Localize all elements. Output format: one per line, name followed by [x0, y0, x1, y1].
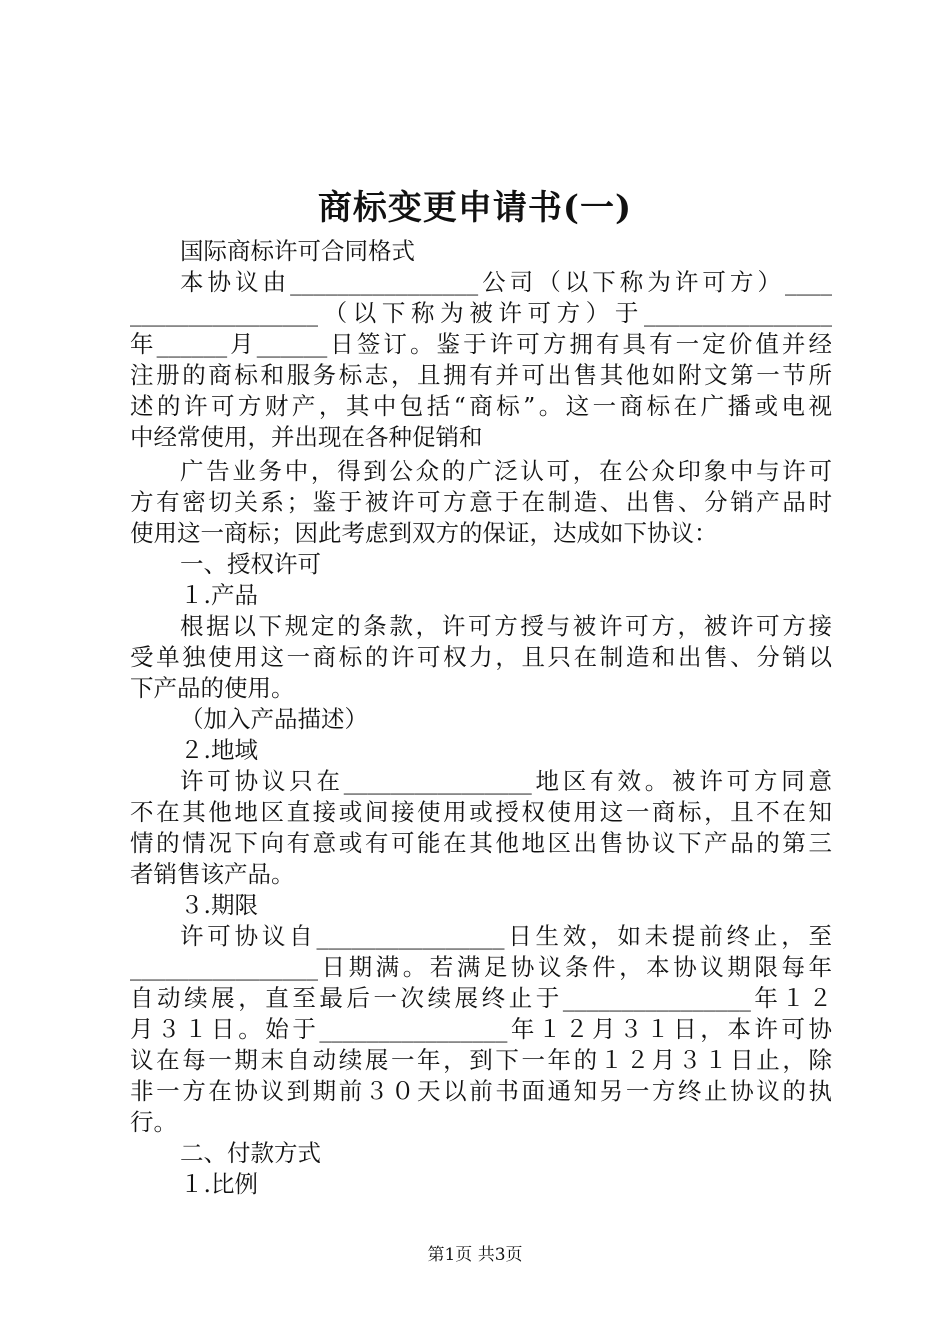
body-line: 不在其他地区直接或间接使用或授权使用这一商标，且不在知 [130, 798, 832, 826]
body-line: 行。 [130, 1108, 177, 1136]
document-title: 商标变更申请书(一) [317, 188, 633, 228]
body-line: 使用这一商标；因此考虑到双方的保证，达成如下协议： [130, 519, 718, 547]
body-line: 情的情况下向有意或有可能在其他地区出售协议下产品的第三 [130, 829, 832, 857]
document-body [130, 236, 832, 1200]
body-line: 国际商标许可合同格式 [180, 237, 415, 265]
body-line: 广告业务中，得到公众的广泛认可，在公众印象中与许可 [180, 457, 832, 485]
body-line: 中经常使用，并出现在各种促销和 [130, 423, 483, 451]
body-line: 非一方在协议到期前３０天以前书面通知另一方终止协议的执 [130, 1077, 832, 1105]
body-line: 根据以下规定的条款，许可方授与被许可方，被许可方接 [180, 612, 832, 640]
body-line: 许可协议自________________日生效，如未提前终止，至 [180, 922, 832, 950]
body-line: 自动续展，直至最后一次续展终止于________________年１２ [130, 984, 832, 1012]
body-line: 方有密切关系；鉴于被许可方意于在制造、出售、分销产品时 [130, 488, 832, 516]
body-line: 年______月______日签订。鉴于许可方拥有具有一定价值并经 [130, 330, 832, 358]
body-line: ________________（以下称为被许可方）于________________ [130, 299, 832, 327]
body-line: 二、付款方式 [180, 1139, 321, 1167]
body-line: 下产品的使用。 [130, 674, 295, 702]
body-line: ３.期限 [180, 891, 258, 919]
body-line: 述的许可方财产，其中包括“商标”。这一商标在广播或电视 [130, 392, 832, 420]
body-line: 许可协议只在________________地区有效。被许可方同意 [180, 767, 832, 795]
body-line: １.产品 [180, 581, 258, 609]
body-line: ２.地域 [180, 736, 258, 764]
body-line: １.比例 [180, 1170, 258, 1198]
body-line: （加入产品描述） [180, 705, 368, 733]
body-line: 者销售该产品。 [130, 860, 295, 888]
body-line: ________________日期满。若满足协议条件，本协议期限每年 [130, 953, 832, 981]
body-line: 注册的商标和服务标志，且拥有并可出售其他如附文第一节所 [130, 361, 832, 389]
body-line: 月３１日。始于________________年１２月３１日，本许可协 [130, 1015, 832, 1043]
body-line: 议在每一期末自动续展一年，到下一年的１２月３１日止，除 [130, 1046, 832, 1074]
page-footer: 第1页 共3页 [427, 1245, 523, 1265]
body-line: 受单独使用这一商标的许可权力，且只在制造和出售、分销以 [130, 643, 832, 671]
body-line: 本协议由________________公司（以下称为许可方）____ [180, 268, 832, 296]
body-line: 一、授权许可 [180, 550, 321, 578]
